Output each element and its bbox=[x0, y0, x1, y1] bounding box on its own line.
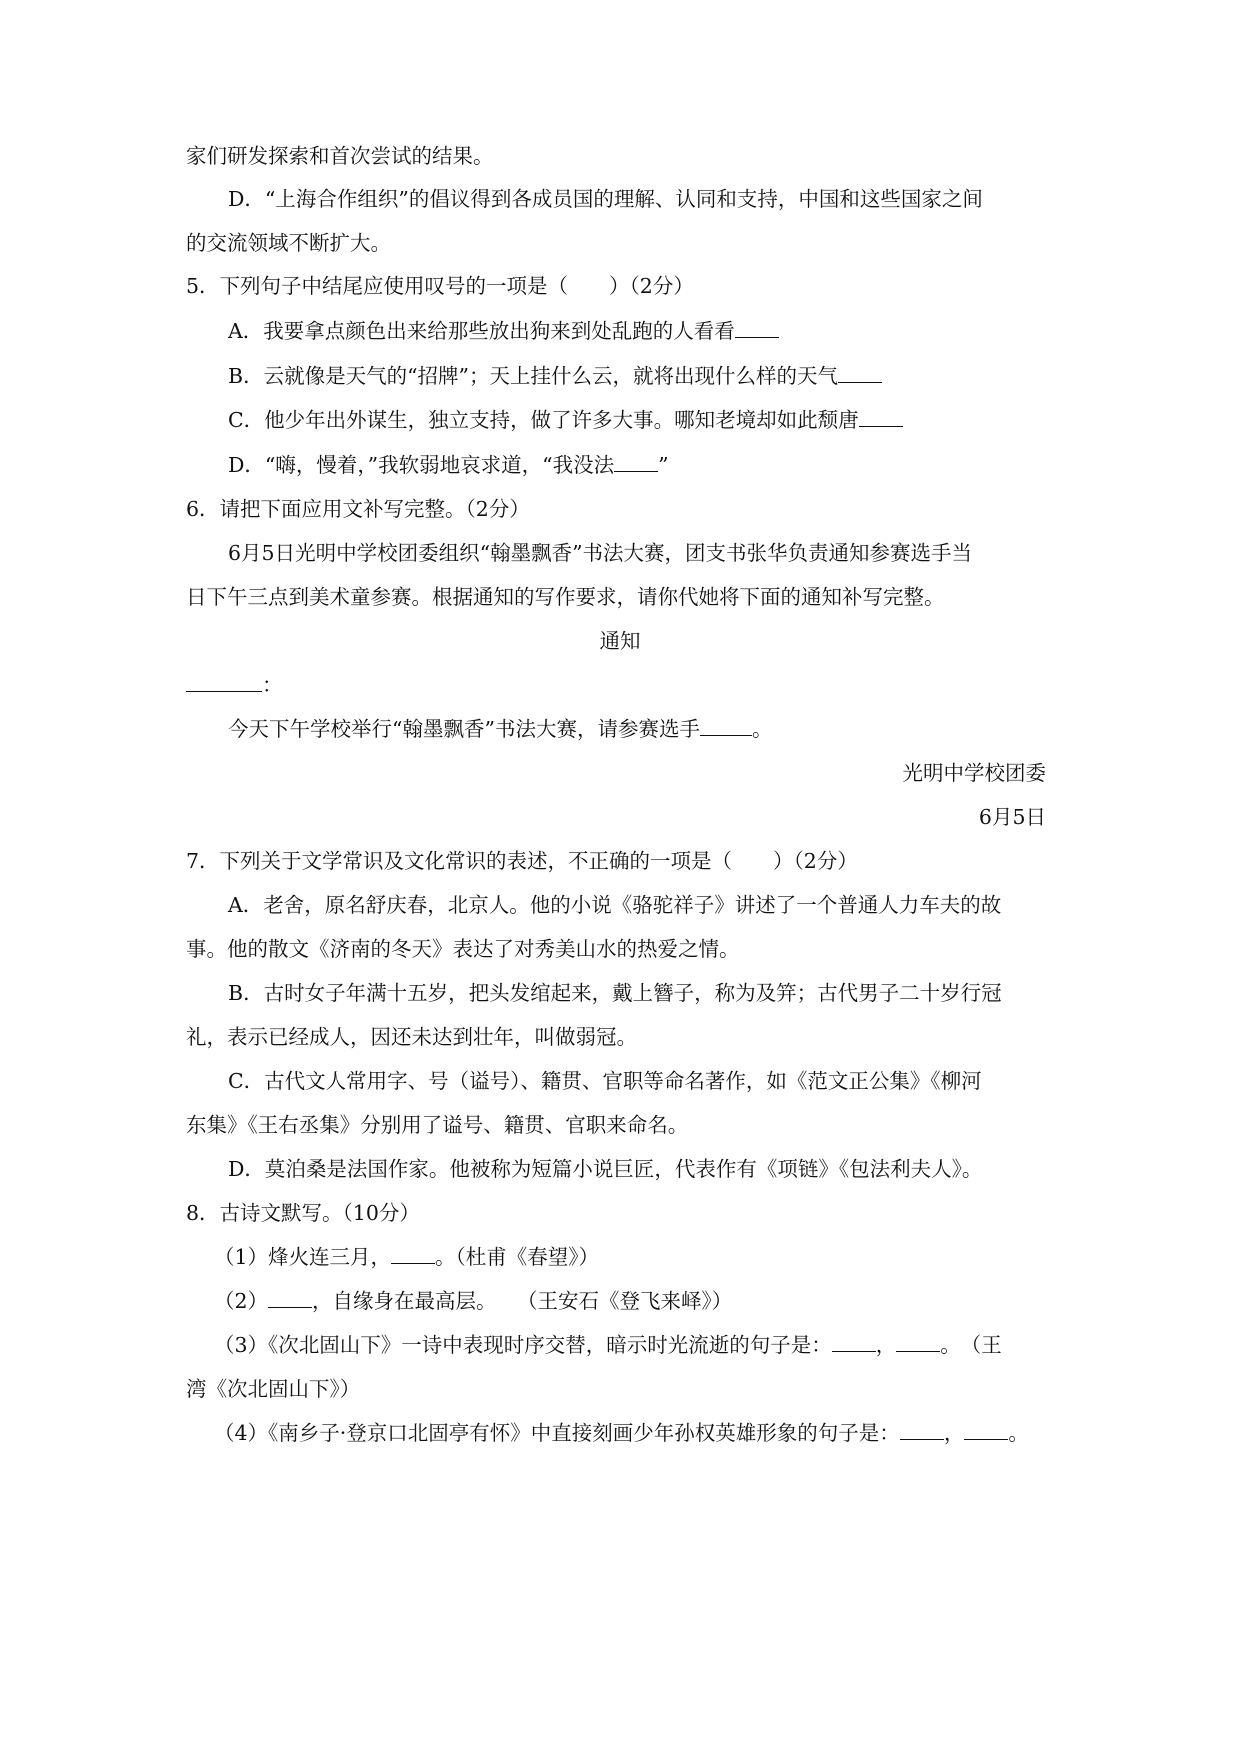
q8-item-2: （2） ，自缘身在最高层。 （王安石《登飞来峄》） bbox=[214, 1289, 733, 1313]
answer-blank[interactable] bbox=[838, 381, 882, 383]
q6-paragraph: 日下午三点到美术童参赛。根据通知的写作要求，请你代她将下面的通知补写完整。 bbox=[186, 585, 945, 609]
q7-option-c-cont: 东集》《王右丞集》分别用了谥号、籍贯、官职来命名。 bbox=[186, 1113, 689, 1137]
question-6-stem: 6．请把下面应用文补写完整。（2分） bbox=[186, 497, 530, 521]
q7-option-b-cont: 礼，表示已经成人，因还未达到壮年，叫做弱冠。 bbox=[186, 1025, 637, 1049]
q8-item-3: （3）《次北固山下》一诗中表现时序交替，暗示时光流逝的句子是： ， 。 （王 bbox=[214, 1333, 1002, 1357]
q5-option-c: C．他少年出外谋生，独立支持，做了许多大事。哪知老境却如此颓唐 bbox=[228, 405, 1118, 435]
answer-blank[interactable] bbox=[268, 1306, 312, 1308]
q5-option-b: B．云就像是天气的“招牌”；天上挂什么云，就将出现什么样的天气 bbox=[228, 361, 1118, 391]
answer-blank[interactable] bbox=[896, 1350, 940, 1352]
q7-option-a: A．老舍，原名舒庆春，北京人。他的小说《骆驼祥子》讲述了一个普通人力车夫的故 bbox=[228, 893, 1002, 917]
answer-blank[interactable] bbox=[900, 1438, 944, 1440]
answer-blank[interactable] bbox=[735, 336, 779, 338]
answer-blank[interactable] bbox=[832, 1350, 876, 1352]
option-d-text: D．“上海合作组织”的倡议得到各成员国的理解、认同和支持，中国和这些国家之间 bbox=[228, 187, 983, 211]
answer-blank[interactable] bbox=[859, 425, 903, 427]
text-line: 的交流领域不断扩大。 bbox=[186, 231, 391, 255]
question-7-stem: 7．下列关于文学常识及文化常识的表述，不正确的一项是（ ）（2分） bbox=[186, 849, 858, 873]
q8-item-1: （1）烽火连三月， 。（杜甫《春望》） bbox=[214, 1245, 600, 1269]
answer-blank[interactable] bbox=[391, 1262, 435, 1264]
answer-blank[interactable] bbox=[186, 690, 262, 692]
q7-option-c: C．古代文人常用字、号（谥号）、籍贯、官职等命名著作，如《范文正公集》《柳河 bbox=[228, 1069, 982, 1093]
answer-blank[interactable] bbox=[700, 734, 752, 736]
notice-salutation: ： bbox=[186, 670, 1076, 700]
notice-signature: 光明中学校团委 bbox=[902, 761, 1046, 785]
answer-blank[interactable] bbox=[964, 1438, 1008, 1440]
q7-option-a-cont: 事。他的散文《济南的冬天》表达了对秀美山水的热爱之情。 bbox=[186, 937, 740, 961]
q6-paragraph: 6月5日光明中学校团委组织“翰墨飘香”书法大赛，团支书张华负责通知参赛选手当 bbox=[228, 541, 973, 565]
q8-item-4: （4）《南乡子·登京口北固亭有怀》中直接刻画少年孙权英雄形象的句子是： ， 。 bbox=[214, 1421, 1029, 1445]
q8-item-3-cont: 湾《次北固山下》） bbox=[186, 1377, 361, 1401]
q7-option-b: B．古时女子年满十五岁，把头发绾起来，戴上簪子，称为及笄；古代男子二十岁行冠 bbox=[228, 981, 1002, 1005]
question-8-stem: 8．古诗文默写。（10分） bbox=[186, 1201, 420, 1225]
q5-option-a: A．我要拿点颜色出来给那些放出狗来到处乱跑的人看看 bbox=[228, 316, 1118, 346]
notice-body: 今天下午学校举行“翰墨飘香”书法大赛，请参赛选手 。 bbox=[228, 717, 773, 741]
question-5-stem: 5．下列句子中结尾应使用叹号的一项是（ ）（2分） bbox=[186, 274, 694, 298]
notice-date: 6月5日 bbox=[978, 805, 1046, 829]
q7-option-d: D．莫泊桑是法国作家。他被称为短篇小说巨匠，代表作有《项链》《包法利夫人》。 bbox=[228, 1157, 983, 1181]
q5-option-d: D．“嗨，慢着，”我软弱地哀求道，“我没法 ” bbox=[228, 453, 669, 477]
answer-blank[interactable] bbox=[614, 470, 658, 472]
notice-title: 通知 bbox=[599, 629, 641, 653]
text-line: 家们研发探索和首次尝试的结果。 bbox=[186, 144, 494, 168]
